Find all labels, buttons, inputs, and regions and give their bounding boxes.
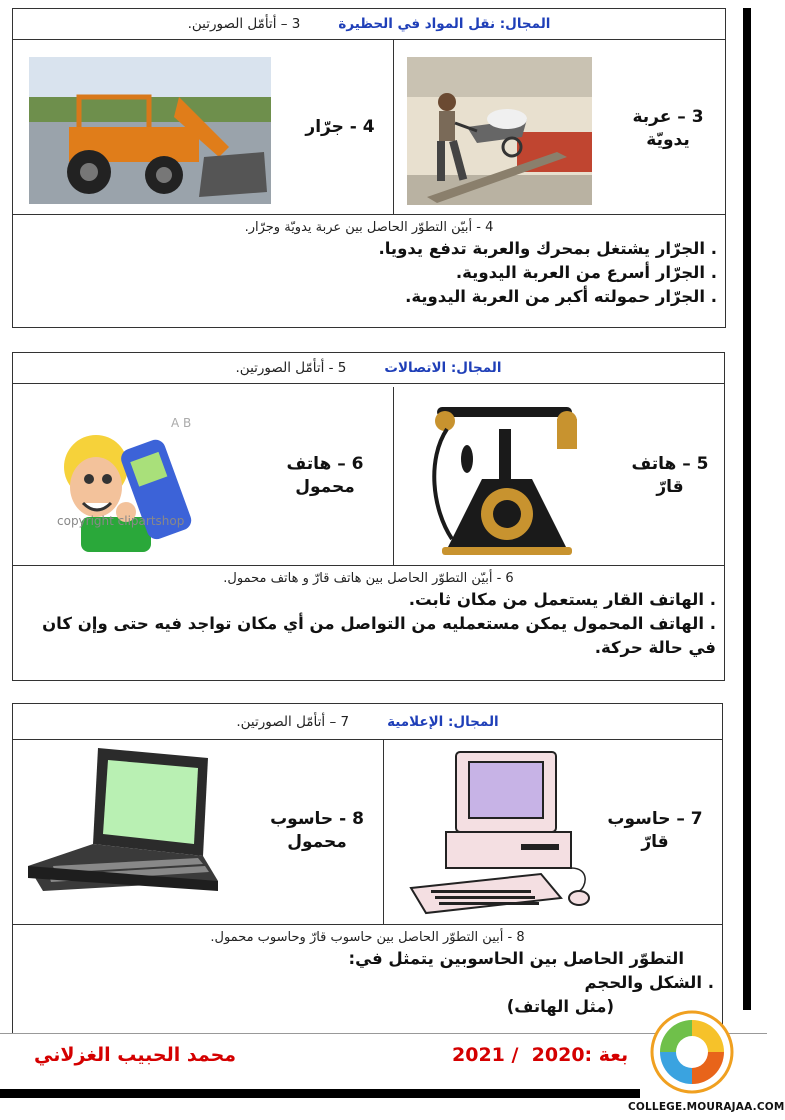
answer-line: التطوّر الحاصل بين الحاسوبين يتمثل في: — [348, 949, 684, 968]
section-informatics — [12, 703, 723, 1033]
question-text: 4 - أبيّن التطوّر الحاصل بين عربة يدويّة وجرّار. — [244, 220, 494, 235]
site-logo-text: COLLEGE.MOURAJAA.COM — [628, 1101, 785, 1113]
answer-line: . الجرّار حمولته أكبر من العربة اليدوية. — [405, 286, 717, 306]
domain-title: المجال: الإعلامية — [387, 713, 499, 730]
image-row — [13, 740, 722, 925]
image-caption: copyright clipartshop — [57, 514, 185, 528]
school-year: 2021 / 2020: بعة — [452, 1044, 629, 1066]
question-text: 8 - أبين التطوّر الحاصل بين حاسوب قارّ وحاسوب محمول. — [210, 930, 525, 945]
svg-text:A B: A B — [171, 416, 192, 430]
item-label-laptop: 8 - حاسوب محمول — [270, 809, 364, 852]
right-margin-bar — [743, 8, 751, 1010]
landline-phone-image — [427, 399, 587, 559]
site-logo — [650, 1010, 734, 1094]
item-label-desktop: 7 – حاسوب قارّ — [607, 809, 703, 852]
section-header — [13, 353, 724, 384]
answer-block — [13, 926, 722, 1033]
item-label-landline: 5 – هاتف قارّ — [631, 454, 709, 497]
instruction-text: 5 - أتأمّل الصورتين. — [235, 360, 347, 376]
desktop-computer-image — [401, 748, 601, 918]
tractor-image — [29, 57, 271, 204]
answer-line: . الهاتف المحمول يمكن مستعمليه من التواصل من أي مكان تواجد فيه حتى وإن كان في حالة حركة. — [42, 613, 716, 657]
section-header — [13, 704, 722, 740]
question-text: 6 - أبيّن التطوّر الحاصل بين هاتف قارّ و هاتف محمول. — [223, 571, 514, 586]
laptop-image — [23, 746, 223, 911]
image-row — [13, 387, 724, 566]
item-label-tractor: 4 - جرّار — [305, 117, 375, 137]
answer-line: . الشكل والحجم — [584, 972, 714, 992]
bottom-bar — [0, 1089, 640, 1098]
answer-line: . الجرّار يشتغل بمحرك والعربة تدفع يدويا. — [378, 239, 717, 258]
answer-line: . الهاتف القار يستعمل من مكان ثابت. — [408, 590, 716, 609]
answer-block — [13, 567, 724, 680]
domain-title: المجال: الاتصالات — [384, 360, 502, 376]
instruction-text: 3 – أتأمّل الصورتين. — [187, 16, 301, 32]
wheelbarrow-image — [407, 57, 592, 205]
image-row — [13, 40, 725, 215]
section-communications — [12, 352, 725, 681]
instruction-text: 7 – أتأمّل الصورتين. — [236, 713, 350, 730]
section-header — [13, 9, 725, 40]
item-label-wheelbarrow: 3 – عربة يدويّة — [632, 107, 704, 150]
author-name: محمد الحبيب الغزلاني — [34, 1044, 237, 1066]
item-label-mobile: 6 – هاتف محمول — [286, 454, 364, 497]
answer-line: . الجرّار أسرع من العربة اليدوية. — [455, 262, 717, 282]
section-transport — [12, 8, 726, 328]
mobile-phone-image — [51, 407, 231, 557]
answer-line: (مثل الهاتف) — [506, 996, 614, 1016]
answer-block — [13, 216, 725, 327]
domain-title: المجال: نقل المواد في الحظيرة — [338, 16, 551, 32]
